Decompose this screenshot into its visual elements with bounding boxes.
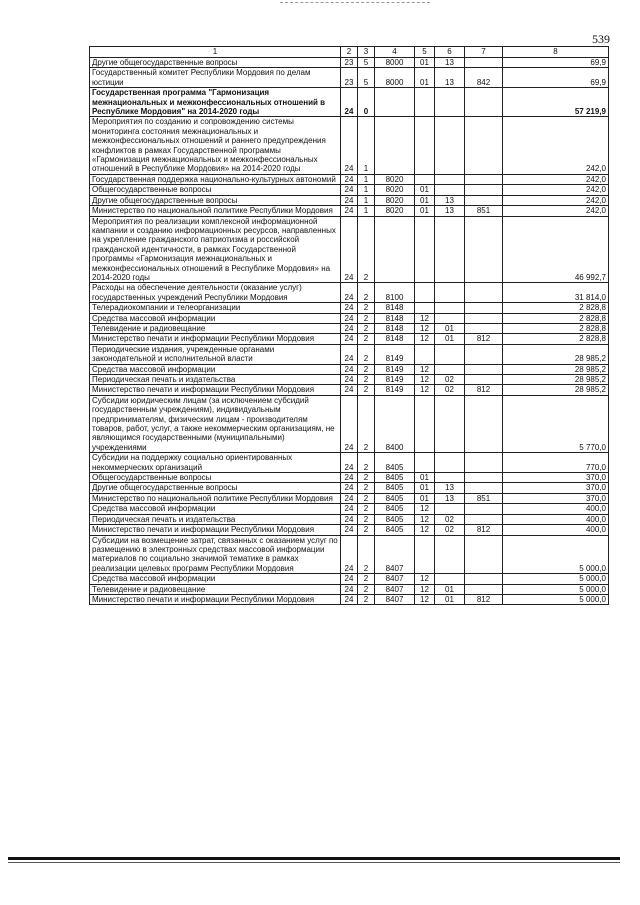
column-header: 7	[465, 47, 503, 58]
row-code	[465, 483, 503, 493]
row-name: Субсидии на поддержку социально ориентированных некоммерческих организаций	[90, 453, 341, 473]
row-name: Государственная поддержка национально-культурных автономий	[90, 174, 341, 184]
row-code: 0	[358, 88, 375, 117]
row-code: 02	[435, 375, 465, 385]
row-code: 8405	[375, 473, 415, 483]
row-code: 8405	[375, 504, 415, 514]
row-amount: 370,0	[503, 473, 609, 483]
row-code: 24	[341, 574, 358, 584]
table-row	[90, 375, 609, 385]
column-header: 4	[375, 47, 415, 58]
row-code: 8000	[375, 68, 415, 88]
row-code: 2	[358, 344, 375, 364]
row-code	[465, 313, 503, 323]
table-body	[90, 58, 609, 605]
row-code	[465, 185, 503, 195]
row-code	[435, 395, 465, 452]
row-amount: 400,0	[503, 525, 609, 535]
row-code	[415, 216, 435, 283]
row-name: Общегосударственные вопросы	[90, 185, 341, 195]
row-code: 2	[358, 303, 375, 313]
row-code: 1	[358, 117, 375, 174]
row-code	[435, 174, 465, 184]
row-code: 2	[358, 483, 375, 493]
row-code: 24	[341, 313, 358, 323]
row-code: 24	[341, 535, 358, 574]
row-code: 2	[358, 283, 375, 303]
row-amount: 2 828,8	[503, 323, 609, 333]
table-row	[90, 385, 609, 395]
row-code	[465, 283, 503, 303]
row-code	[465, 473, 503, 483]
row-code: 2	[358, 574, 375, 584]
row-code: 24	[341, 375, 358, 385]
row-code: 842	[465, 68, 503, 88]
row-code	[435, 117, 465, 174]
row-amount: 242,0	[503, 117, 609, 174]
budget-table	[89, 46, 609, 605]
row-code: 24	[341, 206, 358, 216]
row-code: 8100	[375, 283, 415, 303]
row-code: 2	[358, 323, 375, 333]
row-amount: 5 000,0	[503, 584, 609, 594]
row-name: Периодические издания, учрежденные органами законодательной и исполнительной власти	[90, 344, 341, 364]
row-amount: 400,0	[503, 514, 609, 524]
row-code: 24	[341, 493, 358, 503]
row-name: Другие общегосударственные вопросы	[90, 58, 341, 68]
row-code: 01	[415, 493, 435, 503]
table-row	[90, 206, 609, 216]
row-code	[435, 473, 465, 483]
bottom-border-thin	[8, 862, 620, 863]
row-code: 8020	[375, 206, 415, 216]
row-code: 8149	[375, 344, 415, 364]
row-code: 2	[358, 514, 375, 524]
column-header: 6	[435, 47, 465, 58]
row-code: 24	[341, 174, 358, 184]
row-code: 5	[358, 68, 375, 88]
row-amount: 2 828,8	[503, 334, 609, 344]
row-name: Другие общегосударственные вопросы	[90, 483, 341, 493]
table-row	[90, 216, 609, 283]
row-code: 12	[415, 594, 435, 604]
row-name: Средства массовой информации	[90, 313, 341, 323]
row-amount: 370,0	[503, 493, 609, 503]
row-code: 12	[415, 364, 435, 374]
row-code: 13	[435, 58, 465, 68]
row-code: 12	[415, 313, 435, 323]
row-code	[465, 344, 503, 364]
row-code: 8407	[375, 535, 415, 574]
row-amount: 242,0	[503, 206, 609, 216]
row-code	[415, 303, 435, 313]
row-amount: 28 985,2	[503, 375, 609, 385]
row-code: 12	[415, 504, 435, 514]
row-code: 24	[341, 88, 358, 117]
row-code: 24	[341, 323, 358, 333]
row-code: 24	[341, 584, 358, 594]
row-name: Периодическая печать и издательства	[90, 375, 341, 385]
table-row	[90, 525, 609, 535]
row-name: Телевидение и радиовещание	[90, 584, 341, 594]
table-row	[90, 313, 609, 323]
row-code: 8407	[375, 584, 415, 594]
row-amount: 31 814,0	[503, 283, 609, 303]
row-name: Телерадиокомпании и телеорганизации	[90, 303, 341, 313]
table-row	[90, 195, 609, 205]
row-code: 12	[415, 584, 435, 594]
row-code: 12	[415, 334, 435, 344]
row-code: 13	[435, 68, 465, 88]
table-row	[90, 58, 609, 68]
row-code: 12	[415, 514, 435, 524]
bottom-border	[8, 857, 620, 860]
table-row	[90, 334, 609, 344]
row-code	[465, 58, 503, 68]
row-code: 13	[435, 483, 465, 493]
table-row	[90, 584, 609, 594]
row-code: 2	[358, 364, 375, 374]
row-code	[465, 584, 503, 594]
row-code: 01	[415, 58, 435, 68]
row-amount: 5 770,0	[503, 395, 609, 452]
row-amount: 69,9	[503, 68, 609, 88]
row-code	[465, 364, 503, 374]
row-code: 01	[415, 185, 435, 195]
row-code	[465, 303, 503, 313]
row-name: Министерство печати и информации Республики Мордовия	[90, 385, 341, 395]
row-code: 851	[465, 206, 503, 216]
row-code	[465, 195, 503, 205]
row-name: Министерство печати и информации Республики Мордовия	[90, 334, 341, 344]
row-code: 24	[341, 303, 358, 313]
table-row	[90, 303, 609, 313]
table-row	[90, 395, 609, 452]
row-code: 01	[415, 195, 435, 205]
row-code: 13	[435, 493, 465, 503]
row-name: Средства массовой информации	[90, 364, 341, 374]
row-code	[435, 344, 465, 364]
row-amount: 242,0	[503, 185, 609, 195]
row-code	[415, 88, 435, 117]
table-row	[90, 323, 609, 333]
row-amount: 5 000,0	[503, 594, 609, 604]
row-code: 12	[415, 385, 435, 395]
row-code	[415, 453, 435, 473]
row-amount: 770,0	[503, 453, 609, 473]
row-code: 24	[341, 395, 358, 452]
row-code: 2	[358, 375, 375, 385]
table-row	[90, 185, 609, 195]
row-code	[415, 344, 435, 364]
row-amount: 2 828,8	[503, 313, 609, 323]
table-row	[90, 493, 609, 503]
table-row	[90, 88, 609, 117]
table-row	[90, 473, 609, 483]
row-code	[415, 395, 435, 452]
row-code	[465, 88, 503, 117]
row-name: Расходы на обеспечение деятельности (оказание услуг) государственных учреждений Республики Мордовия	[90, 283, 341, 303]
row-code: 8148	[375, 334, 415, 344]
row-code: 23	[341, 58, 358, 68]
column-header: 2	[341, 47, 358, 58]
row-code	[435, 283, 465, 303]
row-code: 24	[341, 483, 358, 493]
row-code: 23	[341, 68, 358, 88]
table-row	[90, 364, 609, 374]
table-row	[90, 594, 609, 604]
row-code: 8148	[375, 313, 415, 323]
row-name: Министерство печати и информации Республики Мордовия	[90, 594, 341, 604]
row-code: 8405	[375, 483, 415, 493]
row-code	[465, 174, 503, 184]
table-row	[90, 344, 609, 364]
column-header: 5	[415, 47, 435, 58]
row-code	[375, 117, 415, 174]
row-code	[465, 514, 503, 524]
row-code: 851	[465, 493, 503, 503]
row-code: 1	[358, 174, 375, 184]
row-amount: 370,0	[503, 483, 609, 493]
row-code: 01	[435, 334, 465, 344]
row-code: 12	[415, 525, 435, 535]
row-name: Государственный комитет Республики Мордовия по делам юстиции	[90, 68, 341, 88]
row-name: Мероприятия по реализации комплексной информационной кампании и созданию информационных ресурсов, направленных на укрепление гражданского патриотизма и российской гражданской идентичности, в рамках Государственной программы «Гармонизация межнациональных и межконфессиональных отношений в Республике Мордовия» на 2014-2020 годы	[90, 216, 341, 283]
row-name: Периодическая печать и издательства	[90, 514, 341, 524]
row-code	[465, 535, 503, 574]
row-code	[465, 453, 503, 473]
row-name: Телевидение и радиовещание	[90, 323, 341, 333]
row-code	[435, 303, 465, 313]
row-code: 01	[435, 323, 465, 333]
row-amount: 2 828,8	[503, 303, 609, 313]
row-amount: 242,0	[503, 174, 609, 184]
row-code: 8148	[375, 303, 415, 313]
table-row	[90, 283, 609, 303]
row-code: 13	[435, 206, 465, 216]
row-code: 812	[465, 525, 503, 535]
row-code	[435, 504, 465, 514]
row-code	[435, 313, 465, 323]
column-header: 3	[358, 47, 375, 58]
row-code	[465, 504, 503, 514]
row-code: 02	[435, 514, 465, 524]
row-code: 8149	[375, 364, 415, 374]
row-code: 8400	[375, 395, 415, 452]
row-code	[465, 117, 503, 174]
row-code	[465, 395, 503, 452]
page-number: 539	[592, 32, 610, 46]
row-amount: 46 992,7	[503, 216, 609, 283]
row-code: 2	[358, 334, 375, 344]
column-header: 1	[90, 47, 341, 58]
row-code: 24	[341, 334, 358, 344]
row-code: 24	[341, 283, 358, 303]
row-code	[375, 88, 415, 117]
row-amount: 57 219,9	[503, 88, 609, 117]
row-code: 24	[341, 344, 358, 364]
table-header-row	[90, 47, 609, 58]
row-code: 24	[341, 514, 358, 524]
table-row	[90, 514, 609, 524]
row-code: 01	[415, 206, 435, 216]
row-code	[435, 88, 465, 117]
table-row	[90, 574, 609, 584]
row-code: 24	[341, 594, 358, 604]
row-name: Субсидии юридическим лицам (за исключением субсидий государственным учреждениям), индивидуальным предпринимателям, физическим лицам - производителям товаров, работ, услуг, а также некоммерческим организациям, не являющимся государственными (муниципальными) учреждениями	[90, 395, 341, 452]
row-code	[435, 185, 465, 195]
row-code: 8149	[375, 375, 415, 385]
row-code: 13	[435, 195, 465, 205]
row-code: 01	[415, 473, 435, 483]
row-code: 24	[341, 364, 358, 374]
row-amount: 28 985,2	[503, 364, 609, 374]
row-code	[435, 574, 465, 584]
row-code	[415, 174, 435, 184]
row-name: Субсидии на возмещение затрат, связанных с оказанием услуг по размещению в электронных средствах массовой информации материалов по социально значимой тематике в рамках реализации целевых программ Республики Мордовия	[90, 535, 341, 574]
row-code: 812	[465, 594, 503, 604]
row-code: 24	[341, 195, 358, 205]
row-code: 01	[435, 594, 465, 604]
column-header: 8	[503, 47, 609, 58]
row-name: Министерство по национальной политике Республики Мордовия	[90, 206, 341, 216]
row-amount: 242,0	[503, 195, 609, 205]
row-name: Другие общегосударственные вопросы	[90, 195, 341, 205]
row-code: 2	[358, 525, 375, 535]
row-code	[435, 453, 465, 473]
table-row	[90, 174, 609, 184]
row-code	[415, 283, 435, 303]
row-code: 24	[341, 385, 358, 395]
row-code: 2	[358, 504, 375, 514]
row-code: 8405	[375, 453, 415, 473]
table-row	[90, 117, 609, 174]
row-code: 12	[415, 323, 435, 333]
row-code: 24	[341, 504, 358, 514]
row-code: 8020	[375, 195, 415, 205]
row-code: 2	[358, 493, 375, 503]
row-code: 8405	[375, 493, 415, 503]
table-row	[90, 483, 609, 493]
row-amount: 69,9	[503, 58, 609, 68]
row-code: 2	[358, 473, 375, 483]
row-code	[465, 375, 503, 385]
row-code	[375, 216, 415, 283]
scan-top-marks	[280, 2, 430, 5]
row-code: 02	[435, 525, 465, 535]
row-code: 2	[358, 395, 375, 452]
table-row	[90, 504, 609, 514]
row-amount: 28 985,2	[503, 385, 609, 395]
row-code: 8020	[375, 185, 415, 195]
row-code	[465, 216, 503, 283]
row-code: 1	[358, 206, 375, 216]
row-code: 812	[465, 385, 503, 395]
row-code: 8405	[375, 525, 415, 535]
row-code: 8000	[375, 58, 415, 68]
table-row	[90, 68, 609, 88]
row-code: 2	[358, 453, 375, 473]
row-code	[415, 535, 435, 574]
row-code: 24	[341, 525, 358, 535]
table-row	[90, 453, 609, 473]
row-code: 8407	[375, 574, 415, 584]
row-code: 8407	[375, 594, 415, 604]
row-code: 24	[341, 216, 358, 283]
row-code: 2	[358, 216, 375, 283]
row-name: Общегосударственные вопросы	[90, 473, 341, 483]
row-name: Средства массовой информации	[90, 574, 341, 584]
row-code: 1	[358, 185, 375, 195]
row-name: Мероприятия по созданию и сопровождению системы мониторинга состояния межнациональных и межконфессиональных отношений и раннего предупреждения конфликтов в рамках Государственной программы «Гармонизация межнациональных и межконфессиональных отношений в Республике Мордовия» на 2014-2020 годы	[90, 117, 341, 174]
row-code: 812	[465, 334, 503, 344]
row-code: 2	[358, 584, 375, 594]
row-code	[465, 323, 503, 333]
row-code: 01	[415, 483, 435, 493]
row-code	[465, 574, 503, 584]
row-code: 2	[358, 594, 375, 604]
row-code: 12	[415, 574, 435, 584]
row-name: Министерство печати и информации Республики Мордовия	[90, 525, 341, 535]
row-code: 12	[415, 375, 435, 385]
table-row	[90, 535, 609, 574]
row-amount: 400,0	[503, 504, 609, 514]
row-code: 24	[341, 453, 358, 473]
row-code: 8020	[375, 174, 415, 184]
row-code	[415, 117, 435, 174]
row-code: 01	[415, 68, 435, 88]
row-code: 24	[341, 185, 358, 195]
row-code: 24	[341, 117, 358, 174]
row-amount: 5 000,0	[503, 574, 609, 584]
row-amount: 28 985,2	[503, 344, 609, 364]
row-code	[435, 535, 465, 574]
row-code: 8149	[375, 385, 415, 395]
row-code: 8405	[375, 514, 415, 524]
row-code: 8148	[375, 323, 415, 333]
row-code: 2	[358, 385, 375, 395]
row-code: 24	[341, 473, 358, 483]
row-name: Государственная программа "Гармонизация межнациональных и межконфессиональных отношений в Республике Мордовия" на 2014-2020 годы	[90, 88, 341, 117]
row-code: 2	[358, 313, 375, 323]
row-code: 01	[435, 584, 465, 594]
row-code: 2	[358, 535, 375, 574]
row-code: 1	[358, 195, 375, 205]
row-code: 5	[358, 58, 375, 68]
row-code	[435, 216, 465, 283]
row-name: Министерство по национальной политике Республики Мордовия	[90, 493, 341, 503]
row-name: Средства массовой информации	[90, 504, 341, 514]
row-code: 02	[435, 385, 465, 395]
row-amount: 5 000,0	[503, 535, 609, 574]
row-code	[435, 364, 465, 374]
